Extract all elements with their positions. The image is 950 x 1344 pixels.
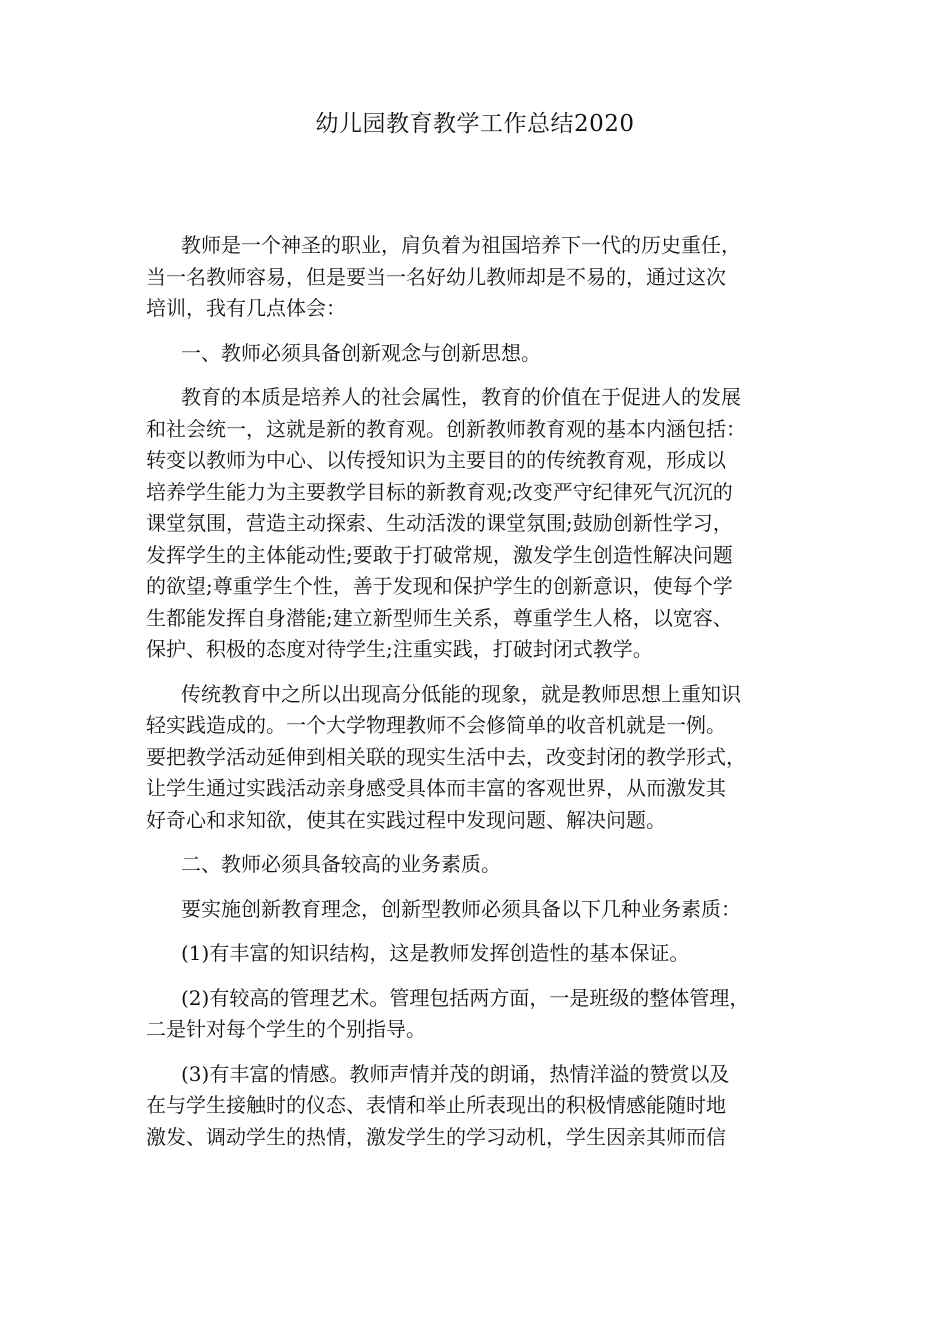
paragraph-education-concept (146, 382, 811, 666)
text-line: 要把教学活动延伸到相关联的现实生活中去，改变封闭的教学形式， (146, 744, 746, 769)
text-line: 传统教育中之所以出现高分低能的现象，就是教师思想上重知识 (181, 681, 741, 706)
paragraph-quality-intro (146, 894, 811, 926)
text-line: 教育的本质是培养人的社会属性，教育的价值在于促进人的发展 (181, 385, 741, 409)
text-line: 生都能发挥自身潜能;建立新型师生关系，尊重学生人格，以宽容、 (146, 605, 733, 630)
text-line: 轻实践造成的。一个大学物理教师不会修简单的收音机就是一例。 (146, 713, 726, 737)
text-line: 教师是一个神圣的职业，肩负着为祖国培养下一代的历史重任， (181, 233, 741, 257)
paragraph-intro (146, 230, 811, 325)
text-line: 课堂氛围，营造主动探索、生动活泼的课堂氛围;鼓励创新性学习， (146, 511, 733, 535)
paragraph-traditional-education (146, 679, 811, 837)
text-line: 在与学生接触时的仪态、表情和举止所表现出的积极情感能随时地 (146, 1093, 726, 1117)
text-line: 的欲望;尊重学生个性，善于发现和保护学生的创新意识，使每个学 (146, 574, 733, 598)
text-line: 培养学生能力为主要教学目标的新教育观;改变严守纪律死气沉沉的 (146, 479, 733, 504)
text-line: 保护、积极的态度对待学生;注重实践，打破封闭式教学。 (146, 637, 653, 661)
text-line: 二、教师必须具备较高的业务素质。 (181, 852, 501, 876)
text-line: 让学生通过实践活动亲身感受具体而丰富的客观世界，从而激发其 (146, 776, 726, 800)
document-title: 幼儿园教育教学工作总结2020 (315, 111, 635, 137)
list-item-3 (146, 1059, 811, 1154)
text-line: 培训，我有几点体会： (146, 296, 346, 320)
list-item-1 (146, 938, 811, 970)
text-line: 发挥学生的主体能动性;要敢于打破常规，激发学生创造性解决问题 (146, 542, 733, 567)
text-line: (3)有丰富的情感。教师声情并茂的朗诵，热情洋溢的赞赏以及 (181, 1061, 730, 1086)
text-line: 当一名教师容易，但是要当一名好幼儿教师却是不易的，通过这次 (146, 264, 726, 289)
list-item-2 (146, 983, 811, 1046)
text-line: (2)有较高的管理艺术。管理包括两方面，一是班级的整体管理， (181, 985, 750, 1010)
text-line: 二是针对每个学生的个别指导。 (146, 1017, 426, 1041)
text-line: (1)有丰富的知识结构，这是教师发挥创造性的基本保证。 (181, 941, 690, 965)
section-heading-1 (146, 338, 811, 370)
text-line: 一、教师必须具备创新观念与创新思想。 (181, 340, 541, 365)
document-body (146, 230, 811, 1166)
text-line: 要实施创新教育理念，创新型教师必须具备以下几种业务素质： (181, 896, 741, 921)
text-line: 和社会统一，这就是新的教育观。创新教师教育观的基本内涵包括： (146, 416, 746, 441)
text-line: 转变以教师为中心、以传授知识为主要目的的传统教育观，形成以 (146, 448, 726, 472)
section-heading-2 (146, 849, 811, 881)
text-line: 激发、调动学生的热情，激发学生的学习动机，学生因亲其师而信 (146, 1124, 726, 1149)
text-line: 好奇心和求知欲，使其在实践过程中发现问题、解决问题。 (146, 807, 666, 832)
